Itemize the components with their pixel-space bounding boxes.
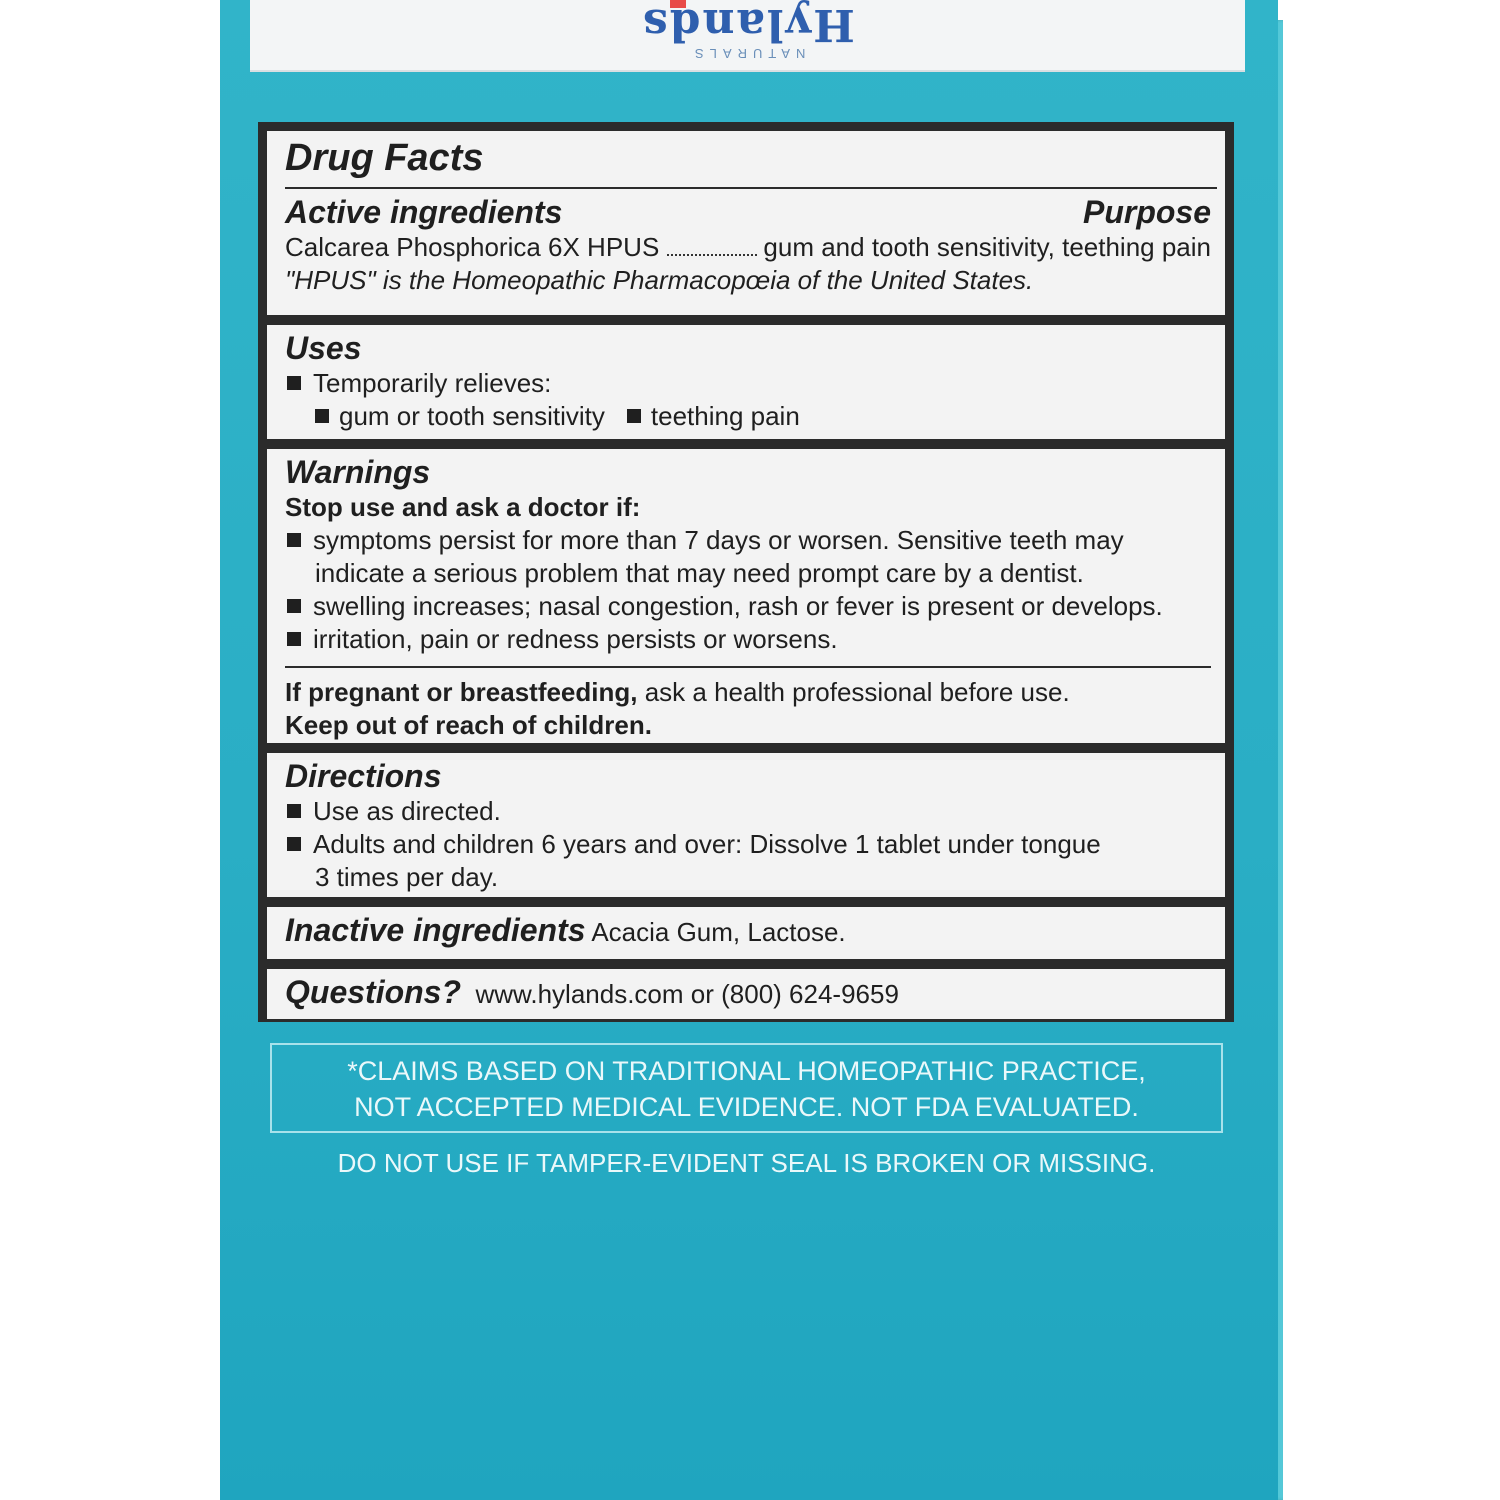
uses-item: gum or tooth sensitivity — [339, 401, 605, 431]
active-ingredients-section — [265, 129, 1227, 317]
divider — [285, 187, 1217, 189]
drug-facts-title: Drug Facts — [285, 137, 484, 179]
bullet-icon — [287, 632, 301, 646]
inactive-ingredients-section — [265, 905, 1227, 961]
active-ingredient: Calcarea Phosphorica 6X HPUS — [285, 232, 660, 262]
warnings-section — [265, 447, 1227, 745]
brand-name: Hylands — [640, 0, 855, 51]
uses-intro: Temporarily relieves: — [313, 368, 552, 398]
claims-line-2: NOT ACCEPTED MEDICAL EVIDENCE. NOT FDA EVALUATED. — [354, 1092, 1139, 1122]
keep-out-notice: Keep out of reach of children. — [285, 710, 652, 740]
directions-heading: Directions — [285, 758, 442, 794]
claims-line-1: *CLAIMS BASED ON TRADITIONAL HOMEOPATHIC PRACTICE, — [347, 1056, 1146, 1086]
direction-item-cont: 3 times per day. — [315, 862, 499, 892]
inactive-heading: Inactive ingredients — [285, 912, 586, 948]
direction-item: Adults and children 6 years and over: Dissolve 1 tablet under tongue — [313, 829, 1101, 859]
bullet-icon — [287, 837, 301, 851]
leader-dots — [667, 254, 757, 256]
warning-item: symptoms persist for more than 7 days or worsen. Sensitive teeth may — [313, 525, 1124, 555]
bullet-icon — [315, 409, 329, 423]
seal-notice: DO NOT USE IF TAMPER-EVIDENT SEAL IS BROKEN OR MISSING. — [337, 1148, 1156, 1178]
bullet-icon — [287, 804, 301, 818]
direction-item: Use as directed. — [313, 796, 501, 826]
stop-use-heading: Stop use and ask a doctor if: — [285, 492, 641, 522]
bullet-icon — [287, 376, 301, 390]
bullet-icon — [287, 533, 301, 547]
uses-item: teething pain — [650, 401, 800, 431]
bullet-icon — [287, 599, 301, 613]
questions-contact: www.hylands.com or (800) 624-9659 — [475, 979, 899, 1009]
uses-heading: Uses — [285, 330, 362, 366]
warning-item: irritation, pain or redness persists or worsens. — [313, 624, 838, 654]
pregnant-rest: ask a health professional before use. — [637, 677, 1070, 707]
drug-facts-panel — [258, 122, 1234, 1022]
directions-section — [265, 751, 1227, 899]
purpose-heading: Purpose — [1082, 194, 1211, 230]
bullet-icon — [627, 409, 641, 423]
brand-sub: NATURALS — [689, 46, 806, 62]
claims-disclaimer — [270, 1043, 1223, 1133]
inactive-text: Acacia Gum, Lactose. — [585, 917, 846, 947]
active-purpose: gum and tooth sensitivity, teething pain — [763, 232, 1211, 262]
questions-heading: Questions? — [285, 974, 462, 1010]
brand-logo — [250, 0, 1245, 70]
warning-item-cont: indicate a serious problem that may need prompt care by a dentist. — [315, 558, 1084, 588]
active-heading: Active ingredients — [285, 194, 563, 230]
box-top-flap — [250, 0, 1245, 72]
hpus-note: "HPUS" is the Homeopathic Pharmacopœia of the United States. — [285, 265, 1034, 295]
warning-item: swelling increases; nasal congestion, rash or fever is present or develops. — [313, 591, 1163, 621]
warnings-heading: Warnings — [285, 454, 431, 490]
pregnant-bold: If pregnant or breastfeeding, — [285, 677, 638, 707]
questions-section — [265, 967, 1227, 1021]
divider — [285, 666, 1211, 668]
uses-section — [265, 323, 1227, 441]
